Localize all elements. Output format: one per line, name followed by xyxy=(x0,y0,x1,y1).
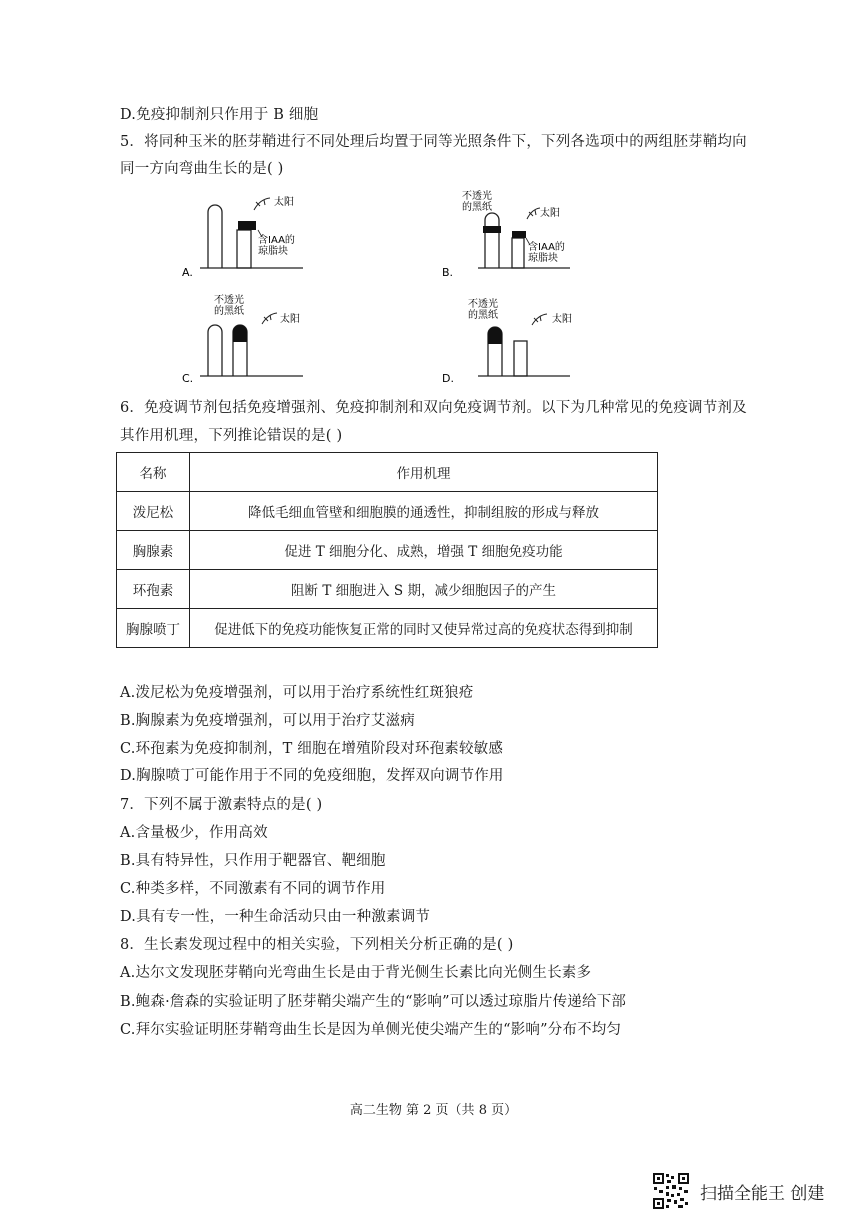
page-footer: 高二生物 第 2 页（共 8 页） xyxy=(349,1103,518,1118)
table-cell-mechanism: 阻断 T 细胞进入 S 期，减少细胞因子的产生 xyxy=(190,570,658,609)
table-header-mechanism: 作用机理 xyxy=(190,453,658,492)
q6-option-b: B.胸腺素为免疫增强剂，可以用于治疗艾滋病 xyxy=(120,713,415,729)
table-cell-mechanism: 促进低下的免疫功能恢复正常的同时又使异常过高的免疫状态得到抑制 xyxy=(190,609,658,648)
figure-d xyxy=(440,292,590,384)
q7-stem: 7．下列不属于激素特点的是( ) xyxy=(120,797,323,813)
paper-label-line1: 不透光 xyxy=(214,295,244,306)
table-cell-mechanism: 降低毛细血管壁和细胞膜的通透性，抑制组胺的形成与释放 xyxy=(190,492,658,531)
q7-option-d: D.具有专一性，一种生命活动只由一种激素调节 xyxy=(120,909,431,925)
paper-label-line1: 不透光 xyxy=(462,191,492,202)
q6-option-c: C.环孢素为免疫抑制剂，T 细胞在增殖阶段对环孢素较敏感 xyxy=(120,741,504,757)
table-cell-name: 泼尼松 xyxy=(117,492,190,531)
table-header-name: 名称 xyxy=(117,453,190,492)
q6-stem-line1: 6．免疫调节剂包括免疫增强剂、免疫抑制剂和双向免疫调节剂。以下为几种常见的免疫调节剂及 xyxy=(120,400,747,416)
option-b-label: B. xyxy=(442,266,454,279)
qr-code-icon xyxy=(652,1172,690,1210)
immune-regulator-table xyxy=(116,452,658,648)
q7-option-a: A.含量极少，作用高效 xyxy=(120,825,268,841)
q4-option-d: D.免疫抑制剂只作用于 B 细胞 xyxy=(120,107,319,123)
table-row xyxy=(117,531,658,570)
q7-option-c: C.种类多样，不同激素有不同的调节作用 xyxy=(120,881,386,897)
paper-label-line2: 的黑纸 xyxy=(462,202,492,213)
figure-b xyxy=(440,190,590,280)
option-a-label: A. xyxy=(182,266,193,279)
q8-option-a: A.达尔文发现胚芽鞘向光弯曲生长是由于背光侧生长素比向光侧生长素多 xyxy=(120,965,592,981)
q5-stem-line2: 同一方向弯曲生长的是( ) xyxy=(120,161,284,177)
table-cell-name: 环孢素 xyxy=(117,570,190,609)
table-cell-name: 胸腺素 xyxy=(117,531,190,570)
option-d-label: D. xyxy=(442,372,454,384)
table-cell-name: 胸腺喷丁 xyxy=(117,609,190,648)
q6-option-a: A.泼尼松为免疫增强剂，可以用于治疗系统性红斑狼疮 xyxy=(120,685,474,701)
scanner-watermark xyxy=(652,1172,824,1210)
q8-stem: 8．生长素发现过程中的相关实验，下列相关分析正确的是( ) xyxy=(120,937,514,953)
q7-option-b: B.具有特异性，只作用于靶器官、靶细胞 xyxy=(120,853,386,869)
sun-label: 太阳 xyxy=(280,314,300,325)
table-row xyxy=(117,570,658,609)
paper-label-line2: 的黑纸 xyxy=(214,306,244,317)
agar-label-line1: 含IAA的 xyxy=(258,235,295,246)
agar-label-line2: 琼脂块 xyxy=(258,246,288,257)
option-c-label: C. xyxy=(182,372,194,384)
agar-label-line1: 含IAA的 xyxy=(528,242,565,253)
paper-label-line2: 的黑纸 xyxy=(468,310,498,321)
paper-label-line1: 不透光 xyxy=(468,299,498,310)
q8-option-b: B.鲍森·詹森的实验证明了胚芽鞘尖端产生的“影响”可以透过琼脂片传递给下部 xyxy=(120,994,627,1010)
q6-option-d: D.胸腺喷丁可能作用于不同的免疫细胞，发挥双向调节作用 xyxy=(120,768,504,784)
figure-c xyxy=(178,292,318,384)
table-row xyxy=(117,609,658,648)
sun-label: 太阳 xyxy=(540,208,560,219)
watermark-text: 扫描全能王 创建 xyxy=(700,1183,825,1204)
sun-label: 太阳 xyxy=(552,314,572,325)
figure-a xyxy=(178,190,318,280)
table-header-row xyxy=(117,453,658,492)
table-cell-mechanism: 促进 T 细胞分化、成熟，增强 T 细胞免疫功能 xyxy=(190,531,658,570)
sun-label: 太阳 xyxy=(274,197,294,208)
q5-stem-line1: 5．将同种玉米的胚芽鞘进行不同处理后均置于同等光照条件下，下列各选项中的两组胚芽鞘均向 xyxy=(120,134,747,150)
q6-stem-line2: 其作用机理，下列推论错误的是( ) xyxy=(120,428,343,444)
q8-option-c: C.拜尔实验证明胚芽鞘弯曲生长是因为单侧光使尖端产生的“影响”分布不均匀 xyxy=(120,1022,622,1038)
agar-label-line2: 琼脂块 xyxy=(528,253,558,264)
table-row xyxy=(117,492,658,531)
